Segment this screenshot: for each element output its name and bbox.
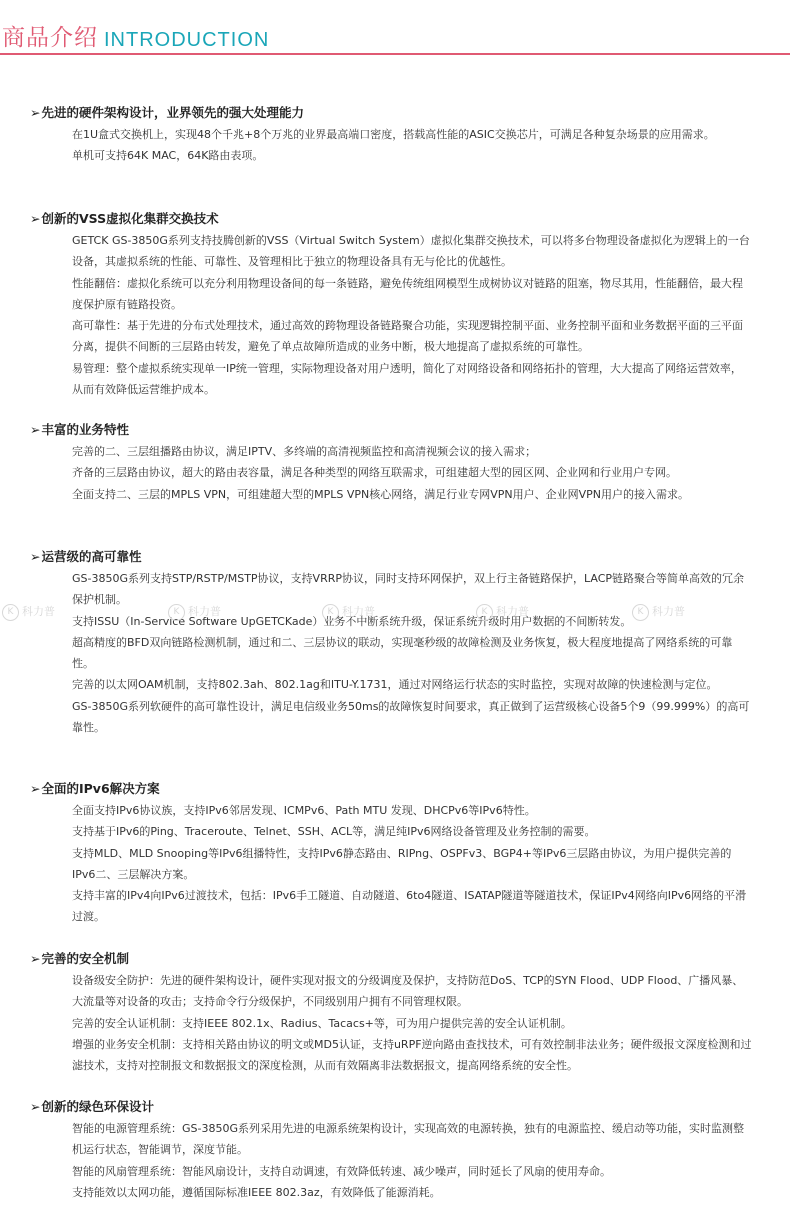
watermark-logo-icon: K: [476, 604, 493, 621]
section-title-text: 创新的绿色环保设计: [41, 1099, 154, 1114]
watermark: K 科力普: [476, 603, 529, 621]
arrow-icon: ➢: [30, 549, 41, 564]
paragraph: 高可靠性：基于先进的分布式处理技术，通过高效的跨物理设备链路聚合功能，实现逻辑控制平面、业务控制平面和业务数据平面的三平面分离，提供不间断的三层路由转发，避免了单点故障所造成的业务中断，极大地提高了虚拟系统的可靠性。: [72, 319, 743, 354]
section-title: [30, 548, 760, 568]
section-services: [30, 421, 760, 505]
paragraph: 完善的以太网OAM机制，支持802.3ah、802.1ag和ITU-Y.1731，通过对网络运行状态的实时监控，实现对故障的快速检测与定位。: [72, 678, 718, 692]
watermark: K 科力普: [632, 603, 685, 621]
intro-title-en: INTRODUCTION: [104, 29, 270, 51]
arrow-icon: ➢: [30, 422, 41, 437]
section-title: [30, 421, 760, 441]
section-title: [30, 104, 760, 124]
paragraph: 智能的电源管理系统：GS-3850G系列采用先进的电源系统架构设计，实现高效的电源转换，独有的电源监控、缓启动等功能，实时监测整机运行状态，智能调节，深度节能。: [72, 1122, 744, 1157]
paragraph: 全面支持IPv6协议族，支持IPv6邻居发现、ICMPv6、Path MTU 发现、DHCPv6等IPv6特性。: [72, 804, 536, 817]
section-ipv6: [30, 780, 760, 928]
watermark: K 科力普: [2, 603, 55, 621]
watermark-logo-icon: K: [2, 604, 19, 621]
paragraph: 增强的业务安全机制：支持相关路由协议的明文或MD5认证，支持uRPF逆向路由查找技术，可有效控制非法业务；硬件级报文深度检测和过滤技术，支持对控制报文和数据报文的深度检测，从而有效隔离非法数据报文，提高网络系统的安全性。: [72, 1037, 752, 1073]
paragraph: 超高精度的BFD双向链路检测机制，通过和二、三层协议的联动，实现毫秒级的故障检测及业务恢复，极大程度地提高了网络系统的可靠性。: [72, 635, 733, 671]
watermark: K 科力普: [168, 603, 221, 621]
paragraph: 支持MLD、MLD Snooping等IPv6组播特性，支持IPv6静态路由、RIPng、OSPFv3、BGP4+等IPv6三层路由协议，为用户提供完善的IPv6二、三层解决方案。: [72, 846, 732, 881]
section-title-text: 全面的IPv6解决方案: [41, 781, 160, 796]
paragraph: 设备级安全防护：先进的硬件架构设计，硬件实现对报文的分级调度及保护，支持防范DoS、TCP的SYN Flood、UDP Flood、广播风暴、大流量等对设备的攻击；支持命令行分级保护，不同级别用户拥有不同管理权限。: [72, 974, 744, 1009]
section-title-text: 丰富的业务特性: [41, 422, 129, 437]
paragraph: 完善的安全认证机制：支持IEEE 802.1x、Radius、Tacacs+等，可为用户提供完善的安全认证机制。: [72, 1016, 572, 1030]
paragraph: 性能翻倍：虚拟化系统可以充分利用物理设备间的每一条链路，避免传统组网模型生成树协议对链路的阻塞，物尽其用，性能翻倍，最大程度保护原有链路投资。: [72, 276, 743, 311]
section-hardware: [30, 104, 760, 167]
intro-title-cn: 商品介绍: [2, 25, 98, 51]
paragraph: 单机可支持64K MAC，64K路由表项。: [72, 149, 264, 163]
header-divider: [0, 53, 790, 55]
paragraph: GS-3850G系列软硬件的高可靠性设计，满足电信级业务50ms的故障恢复时间要求，真正做到了运营级核心设备5个9（99.999%）的高可靠性。: [72, 699, 750, 735]
paragraph: GETCK GS-3850G系列支持技腾创新的VSS（Virtual Switch System）虚拟化集群交换技术，可以将多台物理设备虚拟化为逻辑上的一台设备，其虚拟系统的性能、可靠性、及管理相比于独立的物理设备具有无与伦比的优越性。: [72, 234, 750, 269]
paragraph: 完善的二、三层组播路由协议，满足IPTV、多终端的高清视频监控和高清视频会议的接入需求；: [72, 445, 537, 458]
section-title: [30, 950, 760, 970]
paragraph: 易管理：整个虚拟系统实现单一IP统一管理，实际物理设备对用户透明，简化了对网络设备和网络拓扑的管理，大大提高了网络运营效率，从而有效降低运营维护成本。: [72, 361, 742, 397]
paragraph: 支持丰富的IPv4向IPv6过渡技术，包括：IPv6手工隧道、自动隧道、6to4隧道、ISATAP隧道等隧道技术，保证IPv4网络向IPv6网络的平滑过渡。: [72, 889, 747, 924]
watermark-logo-icon: K: [632, 604, 649, 621]
paragraph: GS-3850G系列支持STP/RSTP/MSTP协议，支持VRRP协议，同时支持环网保护，双上行主备链路保护，LACP链路聚合等简单高效的冗余保护机制。: [72, 572, 745, 607]
paragraph: 全面支持二、三层的MPLS VPN，可组建超大型的MPLS VPN核心网络，满足行业专网VPN用户、企业网VPN用户的接入需求。: [72, 487, 690, 501]
arrow-icon: ➢: [30, 781, 41, 796]
paragraph: 齐备的三层路由协议，超大的路由表容量，满足各种类型的网络互联需求，可组建超大型的园区网、企业网和行业用户专网。: [72, 466, 677, 480]
section-green: [30, 1098, 760, 1203]
section-reliability: [30, 548, 760, 738]
arrow-icon: ➢: [30, 951, 41, 966]
arrow-icon: ➢: [30, 105, 41, 120]
intro-header: [0, 0, 790, 56]
section-title: [30, 1098, 760, 1118]
watermark: K 科力普: [322, 603, 375, 621]
section-title-text: 创新的VSS虚拟化集群交换技术: [41, 211, 219, 226]
paragraph: 智能的风扇管理系统：智能风扇设计，支持自动调速，有效降低转速、减少噪声，同时延长了风扇的使用寿命。: [72, 1164, 611, 1178]
arrow-icon: ➢: [30, 1099, 41, 1114]
section-title-text: 运营级的高可靠性: [41, 549, 142, 564]
section-title: [30, 210, 760, 230]
paragraph: 支持ISSU（In-Service Software UpGETCKade）业务不中断系统升级，保证系统升级时用户数据的不间断转发。: [72, 614, 632, 628]
section-title: [30, 780, 760, 800]
section-vss: [30, 210, 760, 400]
section-title-text: 先进的硬件架构设计，业界领先的强大处理能力: [41, 105, 304, 120]
paragraph: 支持基于IPv6的Ping、Traceroute、Telnet、SSH、ACL等，满足纯IPv6网络设备管理及业务控制的需要。: [72, 825, 596, 839]
watermark-logo-icon: K: [168, 604, 185, 621]
section-security: [30, 950, 760, 1076]
section-title-text: 完善的安全机制: [41, 951, 129, 966]
arrow-icon: ➢: [30, 211, 41, 226]
watermark-logo-icon: K: [322, 604, 339, 621]
paragraph: 支持能效以太网功能，遵循国际标准IEEE 802.3az，有效降低了能源消耗。: [72, 1185, 441, 1199]
paragraph: 在1U盒式交换机上，实现48个千兆+8个万兆的业界最高端口密度，搭载高性能的ASIC交换芯片，可满足各种复杂场景的应用需求。: [72, 128, 715, 141]
